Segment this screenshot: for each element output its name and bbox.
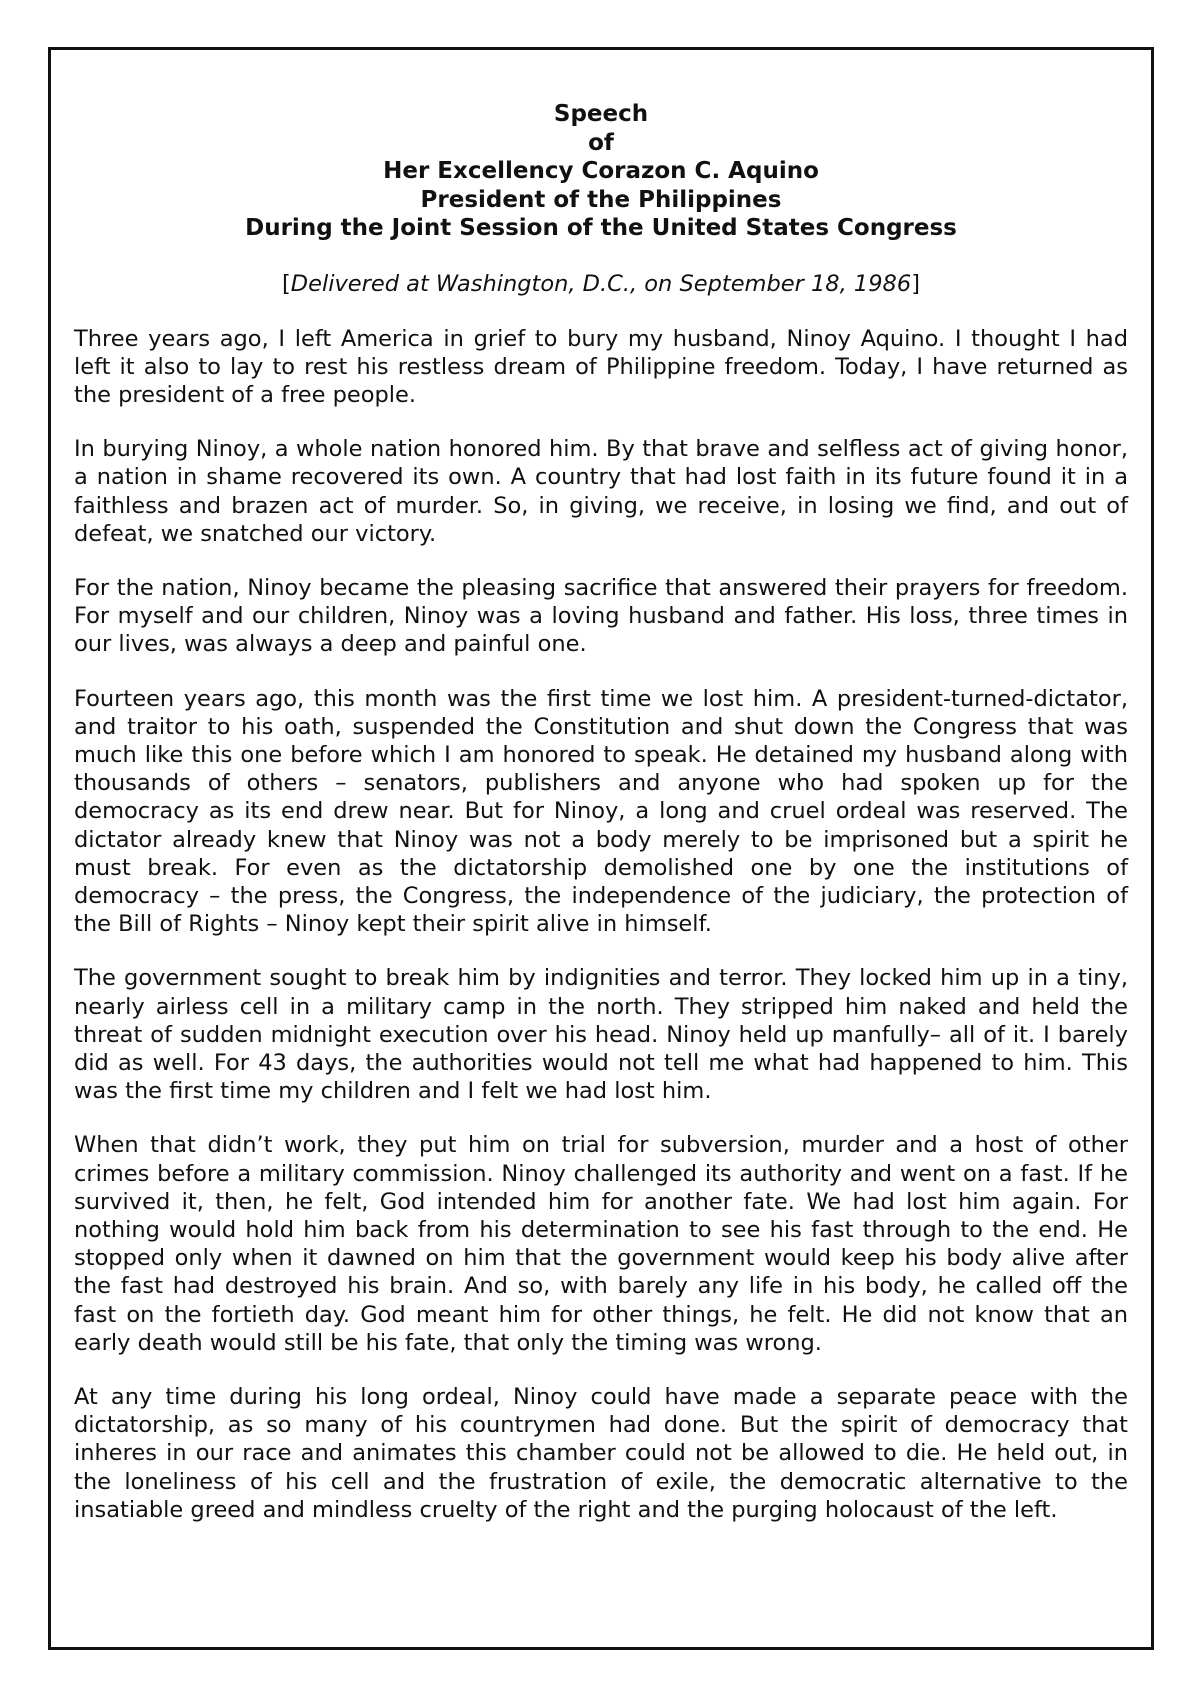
heading-line-speaker: Her Excellency Corazon C. Aquino xyxy=(383,158,819,184)
document-body xyxy=(74,100,1128,1524)
dateline xyxy=(74,270,1128,298)
paragraph-5: The government sought to break him by indignities and terror. They locked him up in a tiny, nearly airless cell in a military camp in the north. They stripped him naked and held the threat of sudden midnight execution over his head. Ninoy held up manfully– all of it. I barely did as well. For 43 days, the authorities would not tell me what had happened to him. This was the first time my children and I felt we had lost him. xyxy=(74,965,1128,1105)
heading-line-occasion: During the Joint Session of the United States Congress xyxy=(245,215,957,241)
paragraph-6: When that didn’t work, they put him on trial for subversion, murder and a host of other crimes before a military commission. Ninoy challenged its authority and went on a fast. If he survived it, then, he felt, God intended him for another fate. We had lost him again. For nothing would hold him back from his determination to see his fast through to the end. He stopped only when it dawned on him that the government would keep his body alive after the fast had destroyed his brain. And so, with barely any life in his body, he called off the fast on the fortieth day. God meant him for other things, he felt. He did not know that an early death would still be his fate, that only the timing was wrong. xyxy=(74,1132,1128,1356)
dateline-text: Delivered at Washington, D.C., on September 18, 1986 xyxy=(290,270,912,297)
paragraph-1: Three years ago, I left America in grief to bury my husband, Ninoy Aquino. I thought I had left it also to lay to rest his restless dream of Philippine freedom. Today, I have returned as the president of a free people. xyxy=(74,325,1128,408)
paragraph-2: In burying Ninoy, a whole nation honored him. By that brave and selfless act of giving honor, a nation in shame recovered its own. A country that had lost faith in its future found it in a faithless and brazen act of murder. So, in giving, we receive, in losing we find, and out of defeat, we snatched our victory. xyxy=(74,436,1128,547)
speech-heading xyxy=(74,100,1128,243)
paragraph-4: Fourteen years ago, this month was the first time we lost him. A president-turned-dictator, and traitor to his oath, suspended the Constitution and shut down the Congress that was much like this one before which I am honored to speak. He detained my husband along with thousands of others – senators, publishers and anyone who had spoken up for the democracy as its end drew near. But for Ninoy, a long and cruel ordeal was reserved. The dictator already knew that Ninoy was not a body merely to be imprisoned but a spirit he must break. For even as the dictatorship demolished one by one the institutions of democracy – the press, the Congress, the independence of the judiciary, the protection of the Bill of Rights – Ninoy kept their spirit alive in himself. xyxy=(74,685,1128,938)
dateline-close-bracket: ] xyxy=(911,270,920,297)
dateline-open-bracket: [ xyxy=(282,270,291,297)
paragraph-7: At any time during his long ordeal, Ninoy could have made a separate peace with the dictatorship, as so many of his countrymen had done. But the spirit of democracy that inheres in our race and animates this chamber could not be allowed to die. He held out, in the loneliness of his cell and the frustration of exile, the democratic alternative to the insatiable greed and mindless cruelty of the right and the purging holocaust of the left. xyxy=(74,1384,1128,1523)
paragraph-3: For the nation, Ninoy became the pleasing sacrifice that answered their prayers for freedom. For myself and our children, Ninoy was a loving husband and father. His loss, three times in our lives, was always a deep and painful one. xyxy=(74,574,1128,658)
heading-line-of: of xyxy=(588,129,614,156)
heading-line-speech: Speech xyxy=(553,101,649,127)
heading-line-title: President of the Philippines xyxy=(420,186,782,213)
